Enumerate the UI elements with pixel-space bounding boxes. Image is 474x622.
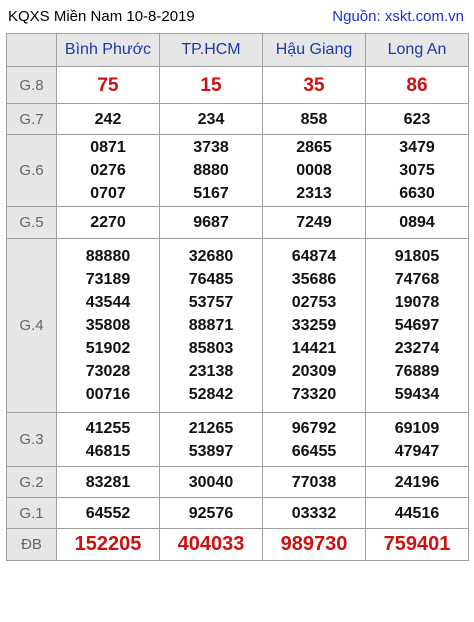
prize-number: 20309: [291, 363, 337, 380]
prize-cell: [160, 239, 263, 413]
prize-number: 152205: [74, 533, 142, 555]
prize-cell: [263, 467, 366, 498]
prize-number: 64552: [85, 504, 131, 522]
prize-number: 23274: [394, 340, 440, 357]
prize-number: 0276: [90, 162, 126, 179]
prize-number: 54697: [394, 317, 440, 334]
prize-number: 91805: [394, 248, 440, 265]
province-header[interactable]: Hậu Giang: [263, 34, 366, 67]
prize-label: G.8: [7, 67, 57, 104]
prize-label: ĐB: [7, 529, 57, 561]
prize-number: 3738: [193, 139, 229, 156]
prize-number: 73189: [85, 271, 131, 288]
prize-cell: [366, 467, 469, 498]
prize-cell: [57, 239, 160, 413]
prize-number: 14421: [291, 340, 337, 357]
prize-label: G.2: [7, 467, 57, 498]
prize-number: 66455: [291, 442, 337, 460]
prize-cell: [160, 413, 263, 467]
prize-cell: [263, 413, 366, 467]
prize-label: G.7: [7, 104, 57, 135]
prize-number: 2313: [296, 185, 332, 202]
prize-row: [7, 135, 469, 207]
prize-number: 35: [303, 74, 325, 96]
prize-number: 76889: [394, 363, 440, 380]
prize-number: 15: [200, 74, 222, 96]
prize-number: 2865: [296, 139, 332, 156]
prize-number: 73028: [85, 363, 131, 380]
prize-number: 21265: [188, 419, 234, 437]
prize-number: 234: [197, 110, 225, 128]
prize-number: 35808: [85, 317, 131, 334]
prize-number: 88880: [85, 248, 131, 265]
prize-cell: [160, 207, 263, 239]
province-header-row: [7, 34, 469, 67]
prize-cell: [160, 498, 263, 529]
prize-number: 69109: [394, 419, 440, 437]
prize-cell: [366, 104, 469, 135]
prize-number: 989730: [280, 533, 348, 555]
prize-cell: [160, 104, 263, 135]
prize-number: 75: [97, 74, 119, 96]
prize-row: [7, 239, 469, 413]
prize-cell: [160, 467, 263, 498]
prize-number: 3479: [399, 139, 435, 156]
corner-cell: [7, 34, 57, 67]
prize-label: G.5: [7, 207, 57, 239]
prize-number: 46815: [85, 442, 131, 460]
prize-number: 0707: [90, 185, 126, 202]
prize-row: [7, 207, 469, 239]
prize-row: [7, 67, 469, 104]
prize-number: 96792: [291, 419, 337, 437]
prize-number: 0871: [90, 139, 126, 156]
province-header[interactable]: Bình Phước: [57, 34, 160, 67]
prize-cell: [57, 498, 160, 529]
prize-number: 3075: [399, 162, 435, 179]
prize-cell: [263, 239, 366, 413]
prize-number: 759401: [383, 533, 451, 555]
prize-number: 5167: [193, 185, 229, 202]
source-link[interactable]: Nguồn: xskt.com.vn: [332, 8, 464, 25]
prize-number: 23138: [188, 363, 234, 380]
prize-cell: [263, 135, 366, 207]
prize-number: 19078: [394, 294, 440, 311]
province-header[interactable]: Long An: [366, 34, 469, 67]
prize-cell: [366, 498, 469, 529]
prize-number: 53757: [188, 294, 234, 311]
prize-cell: [160, 135, 263, 207]
prize-cell: [57, 104, 160, 135]
prize-number: 8880: [193, 162, 229, 179]
prize-cell: [263, 498, 366, 529]
prize-cell: [366, 529, 469, 561]
prize-cell: [57, 67, 160, 104]
prize-number: 0894: [399, 214, 435, 231]
prize-number: 6630: [399, 185, 435, 202]
prize-row: [7, 413, 469, 467]
province-header[interactable]: TP.HCM: [160, 34, 263, 67]
prize-number: 86: [406, 74, 428, 96]
prize-number: 32680: [188, 248, 234, 265]
prize-number: 52842: [188, 386, 234, 403]
prize-number: 2270: [90, 214, 126, 231]
prize-number: 24196: [394, 473, 440, 491]
prize-number: 85803: [188, 340, 234, 357]
prize-cell: [57, 135, 160, 207]
prize-row: [7, 104, 469, 135]
prize-number: 44516: [394, 504, 440, 522]
prize-number: 47947: [394, 442, 440, 460]
page-title: KQXS Miền Nam 10-8-2019: [8, 8, 195, 25]
prize-number: 33259: [291, 317, 337, 334]
prize-cell: [57, 529, 160, 561]
prize-number: 0008: [296, 162, 332, 179]
prize-cell: [57, 413, 160, 467]
prize-number: 9687: [193, 214, 229, 231]
prize-cell: [263, 529, 366, 561]
prize-number: 51902: [85, 340, 131, 357]
prize-number: 41255: [85, 419, 131, 437]
prize-number: 00716: [85, 386, 131, 403]
prize-cell: [160, 67, 263, 104]
prize-number: 92576: [188, 504, 234, 522]
prize-label: G.3: [7, 413, 57, 467]
prize-number: 03332: [291, 504, 337, 522]
prize-number: 43544: [85, 294, 131, 311]
prize-cell: [263, 207, 366, 239]
prize-number: 53897: [188, 442, 234, 460]
prize-number: 77038: [291, 473, 337, 491]
prize-number: 02753: [291, 294, 337, 311]
prize-cell: [57, 207, 160, 239]
prize-number: 64874: [291, 248, 337, 265]
prize-row: [7, 467, 469, 498]
prize-number: 88871: [188, 317, 234, 334]
prize-number: 76485: [188, 271, 234, 288]
prize-number: 83281: [85, 473, 131, 491]
prize-number: 74768: [394, 271, 440, 288]
prize-label: G.4: [7, 239, 57, 413]
prize-number: 242: [94, 110, 122, 128]
prize-cell: [263, 104, 366, 135]
prize-cell: [57, 467, 160, 498]
prize-cell: [366, 135, 469, 207]
prize-cell: [366, 413, 469, 467]
prize-number: 59434: [394, 386, 440, 403]
prize-number: 73320: [291, 386, 337, 403]
prize-number: 30040: [188, 473, 234, 491]
results-table: [6, 33, 469, 561]
prize-number: 35686: [291, 271, 337, 288]
prize-cell: [160, 529, 263, 561]
prize-label: G.6: [7, 135, 57, 207]
prize-cell: [366, 207, 469, 239]
prize-cell: [366, 67, 469, 104]
prize-cell: [366, 239, 469, 413]
prize-number: 623: [403, 110, 431, 128]
prize-cell: [263, 67, 366, 104]
prize-number: 858: [300, 110, 328, 128]
prize-label: G.1: [7, 498, 57, 529]
results-header: [6, 0, 468, 33]
prize-row: [7, 498, 469, 529]
prize-number: 404033: [177, 533, 245, 555]
prize-row: [7, 529, 469, 561]
prize-number: 7249: [296, 214, 332, 231]
